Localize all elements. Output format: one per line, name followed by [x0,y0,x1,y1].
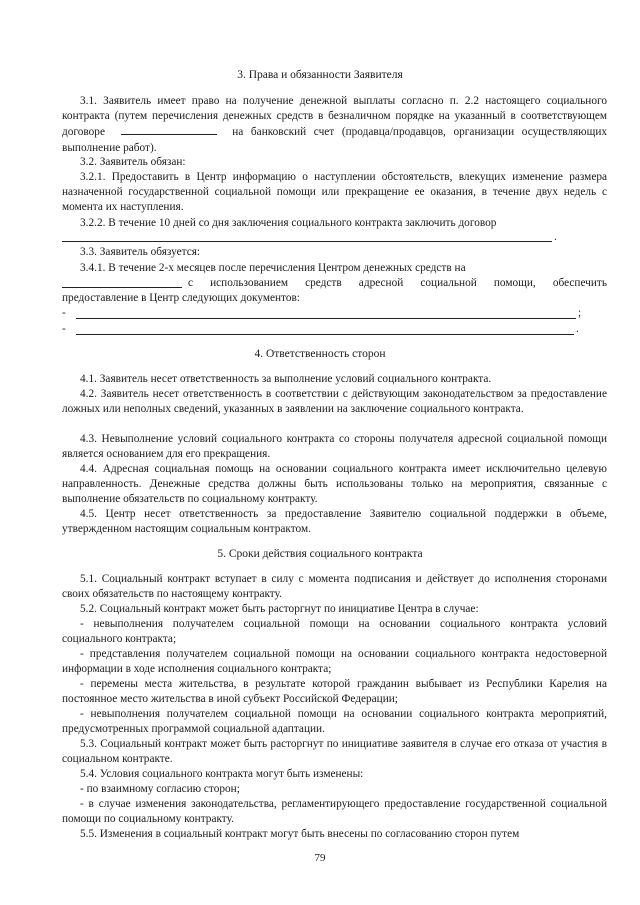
semicolon-mark: ; [578,307,582,319]
paragraph-3-4-1-cont: с использованием средств адресной социальной помощи, обеспечить [188,277,607,289]
contract-blank-line [62,241,552,242]
paragraph-3-1 [62,94,607,156]
list-item: - по взаимному согласию сторон; [80,783,240,795]
period-mark: . [554,231,557,243]
paragraph-3-2-1: 3.2.1. Предоставить в Центр информацию о наступлении обстоятельств, влекущих изменение размера назначенной государственной социальной помощи или прекращение ее оказания, в течение двух недель с момента их наступления. [62,171,607,214]
section-4-title: 4. Ответственность сторон [254,348,386,360]
list-item: - невыполнения получателем социальной помощи на основании социального контракта мероприятий, предусмотренных программой социальной адаптации. [62,708,607,736]
list-dash: - [62,307,66,319]
paragraph-5-5: 5.5. Изменения в социальный контракт могут быть внесены по согласованию сторон путем [80,828,520,840]
section-3-title: 3. Права и обязанности Заявителя [237,69,403,81]
paragraph-5-2: 5.2. Социальный контракт может быть расторгнут по инициативе Центра в случае: [80,603,479,615]
paragraph-4-3: 4.3. Невыполнение условий социального контракта со стороны получателя адресной социальной помощи является основанием для его прекращения. [62,433,607,461]
contract-blank-line [121,124,217,135]
paragraph-3-1-tail: на банковский счет (продавца/продавцов, организации осуществляющих выполнение работ). [62,126,608,154]
list-item: - перемены места жительства, в результате которой гражданин выбывает из Республики Карелия на постоянное место жительства в иной субъект Российской Федерации; [62,678,607,706]
section-5-title: 5. Сроки действия социального контракта [217,548,423,560]
list-item: - в случае изменения законодательства, регламентирующего предоставление государственной социальной помощи по социальному контракту. [62,798,607,826]
paragraph-3-4-1-end: предоставление в Центр следующих документов: [62,292,300,304]
period-mark: . [576,323,579,335]
paragraph-4-1: 4.1. Заявитель несет ответственность за выполнение условий социального контракта. [80,373,492,385]
document-blank-line [76,318,576,319]
list-item: - представления получателем социальной помощи на основании социального контракта недостоверной информации в ходе исполнения социального контракта; [62,648,607,676]
paragraph-5-4: 5.4. Условия социального контракта могут быть изменены: [80,768,364,780]
paragraph-4-5: 4.5. Центр несет ответственность за предоставление Заявителю социальной поддержки в объеме, утвержденном настоящим социальным контрактом. [62,508,607,536]
paragraph-3-4-1: 3.4.1. В течение 2-х месяцев после перечисления Центром денежных средств на [80,262,466,274]
list-item: - невыполнения получателем социальной помощи на основании социального контракта условий социального контракта; [62,618,607,646]
paragraph-3-2: 3.2. Заявитель обязан: [80,156,186,168]
paragraph-5-1: 5.1. Социальный контракт вступает в силу с момента подписания и действует до исполнения сторонами своих обязательств по настоящему контракту. [62,573,607,601]
paragraph-4-4: 4.4. Адресная социальная помощь на основании социального контракта имеет исключительно целевую направленность. Денежные средства должны быть использованы только на мероприятия, связанные с выполнение обязательств по социальному контракту. [62,463,607,506]
page-number: 79 [314,852,326,864]
document-blank-line [76,334,574,335]
paragraph-3-3: 3.3. Заявитель обязуется: [80,246,201,258]
list-dash: - [62,323,66,335]
paragraph-5-3: 5.3. Социальный контракт может быть расторгнут по инициативе заявителя в случае его отказа от участия в социальном контракте. [62,738,607,766]
paragraph-3-1-text: 3.1. Заявитель имеет право на получение денежной выплаты согласно п. 2.2 настоящего социального контракта (путем перечисления денежных средств в безналичном порядке на указанный в соответствующем договоре [62,95,607,139]
paragraph-4-2: 4.2. Заявитель несет ответственность в соответствии с действующим законодательством за предоставление ложных или неполных сведений, указанных в заявлении на заключение социального контракта. [62,388,607,416]
contract-blank-line [62,287,182,288]
paragraph-3-2-2: 3.2.2. В течение 10 дней со дня заключения социального контракта заключить договор [80,217,497,229]
